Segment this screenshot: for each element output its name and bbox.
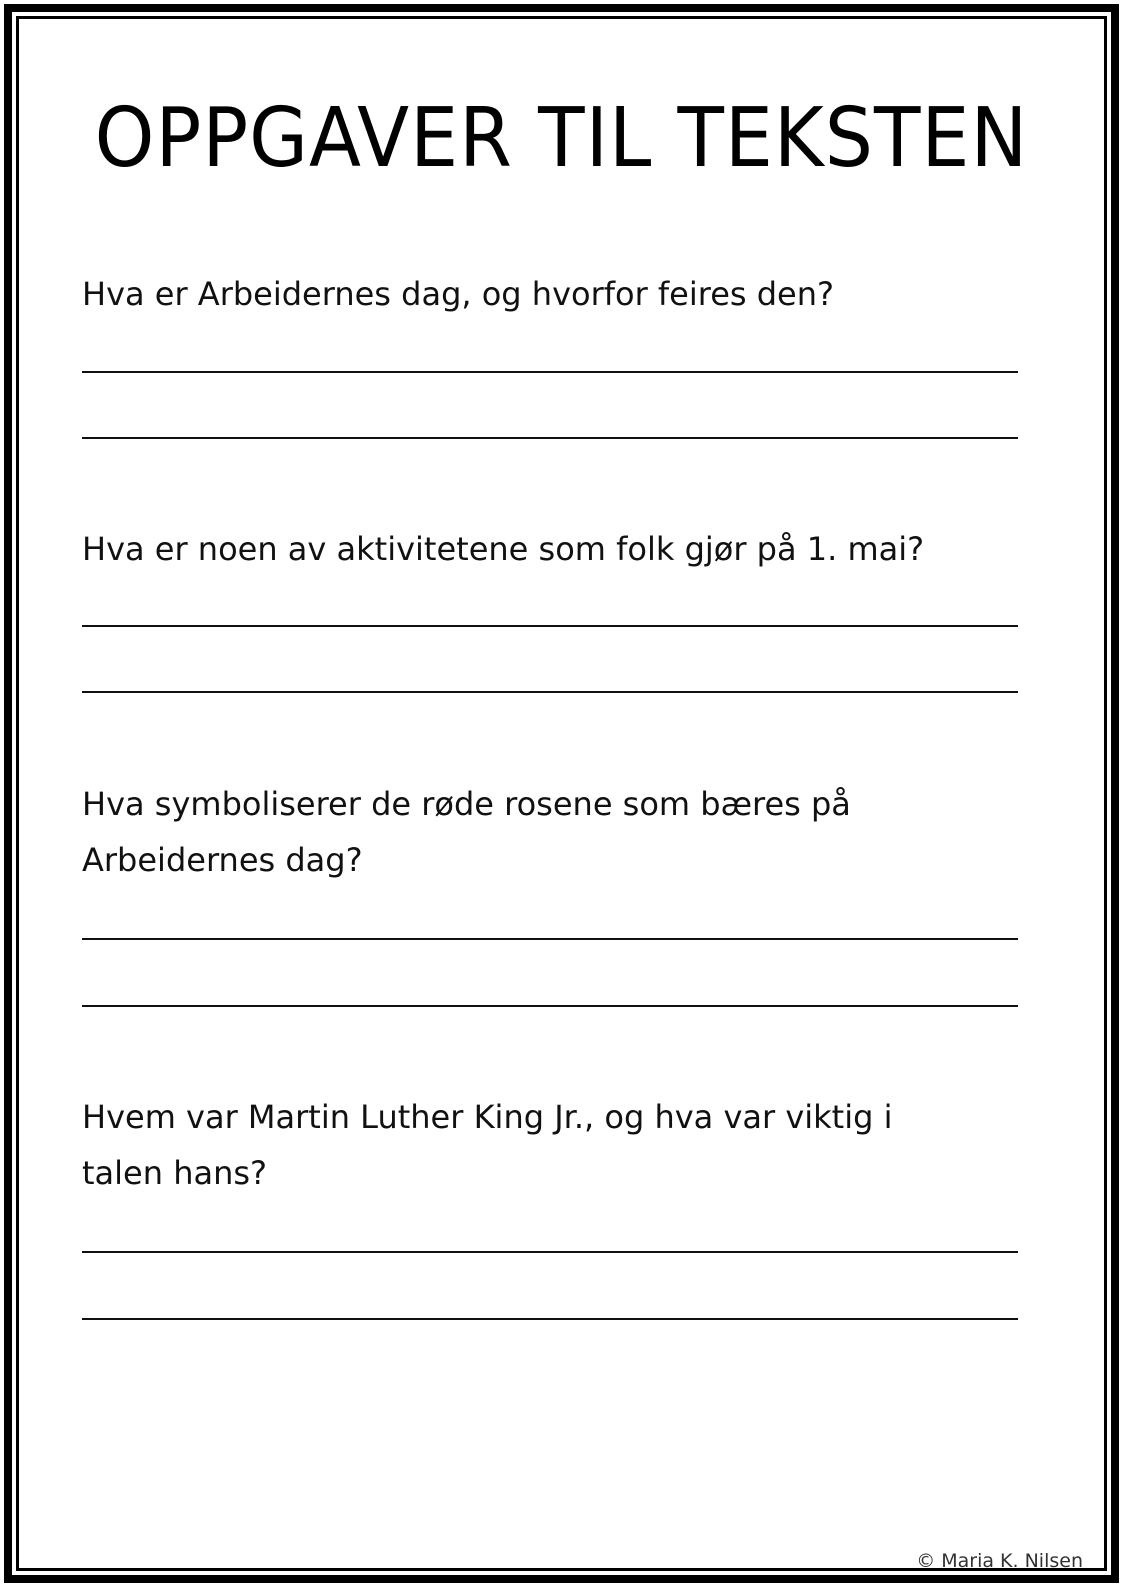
answer-line-4b[interactable] bbox=[82, 1318, 1018, 1320]
answer-line-2b[interactable] bbox=[82, 691, 1018, 693]
answer-line-2a[interactable] bbox=[82, 625, 1018, 627]
page-title: OPPGAVER TIL TEKSTEN bbox=[94, 89, 1029, 186]
question-4: Hvem var Martin Luther King Jr., og hva var viktig i talen hans? bbox=[82, 1098, 893, 1192]
answer-line-1b[interactable] bbox=[82, 437, 1018, 439]
copyright-notice: © Maria K. Nilsen bbox=[916, 1550, 1083, 1572]
answer-line-3a[interactable] bbox=[82, 938, 1018, 940]
answer-line-4a[interactable] bbox=[82, 1251, 1018, 1253]
question-1: Hva er Arbeidernes dag, og hvorfor feires den? bbox=[82, 275, 834, 313]
question-2: Hva er noen av aktivitetene som folk gjør på 1. mai? bbox=[82, 530, 925, 568]
question-3: Hva symboliserer de røde rosene som bæres på Arbeidernes dag? bbox=[82, 785, 851, 879]
answer-line-3b[interactable] bbox=[82, 1005, 1018, 1007]
answer-line-1a[interactable] bbox=[82, 371, 1018, 373]
